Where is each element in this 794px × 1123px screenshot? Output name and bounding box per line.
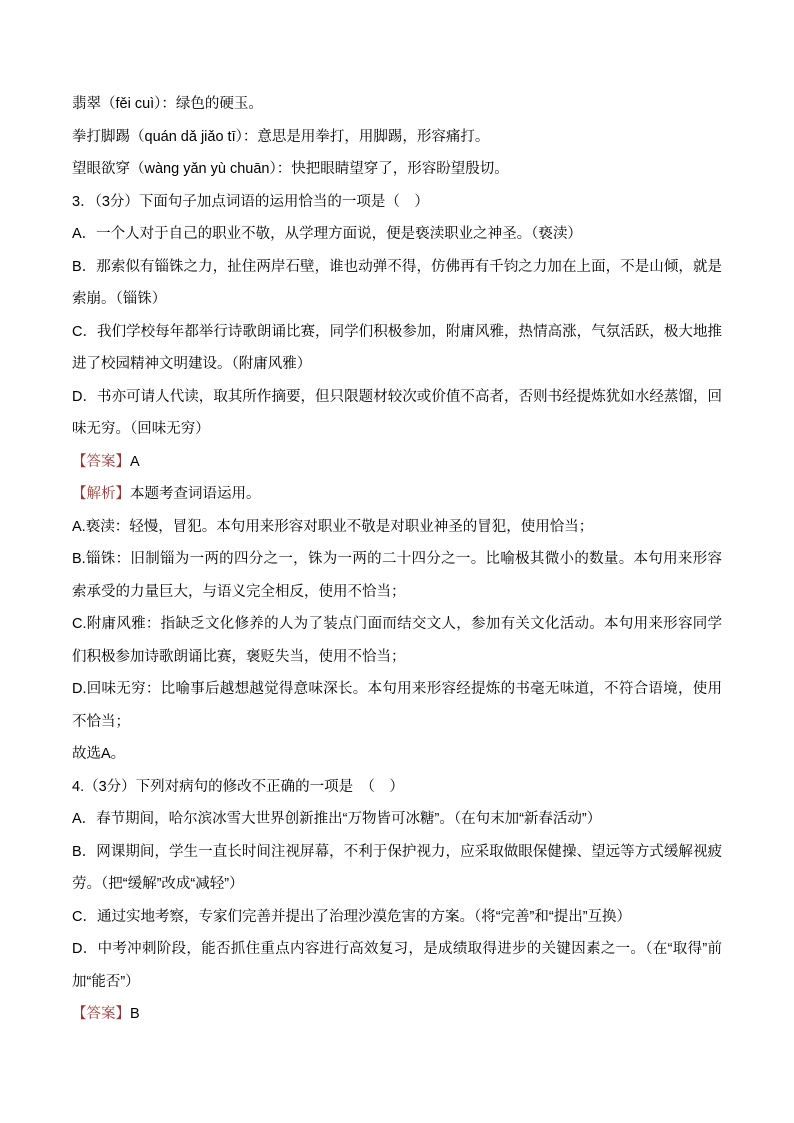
question3-analysis-line <box>72 478 722 511</box>
question3-answer-line <box>72 446 722 479</box>
question3-stem: 3．（3分）下面句子加点词语的运用恰当的一项是（ ） <box>72 193 429 210</box>
question3-analysis-a: A.亵渎：轻慢，冒犯。本句用来形容对职业不敬是对职业神圣的冒犯，使用恰当； <box>72 518 594 535</box>
question3-option-b: B．那索似有锱铢之力，扯住两岸石壁，谁也动弹不得，仿佛再有千钧之力加在上面，不是山倾，就是索崩。（锱铢） <box>72 258 722 307</box>
glossary-entry: 翡翠（fěi cuì）：绿色的硬玉。 <box>72 96 263 112</box>
question3-analysis-d: D.回味无穷：比喻事后越想越觉得意味深长。本句用来形容经提炼的书毫无味道，不符合语境，使用不恰当； <box>72 681 722 730</box>
answer-label: 【答案】 <box>72 1006 130 1022</box>
question3-option-d: D．书亦可请人代读，取其所作摘要，但只限题材较次或价值不高者，否则书经提炼犹如水经蒸馏，回味无穷。（回味无穷） <box>72 388 722 437</box>
analysis-intro: 本题考查词语运用。 <box>130 486 261 502</box>
question3-conclusion: 故选A。 <box>72 746 126 762</box>
answer-label: 【答案】 <box>72 453 130 470</box>
answer-value: A <box>130 453 140 470</box>
question3-option-a: A．一个人对于自己的职业不敬，从学理方面说，便是亵渎职业之神圣。（亵渎） <box>72 226 582 242</box>
question4-stem: 4.（3分）下列对病句的修改不正确的一项是 （ ） <box>72 778 404 795</box>
question4-option-d: D．中考冲刺阶段，能否抓住重点内容进行高效复习，是成绩取得进步的关键因素之一。（在“取得”前加“能否”） <box>72 941 722 990</box>
question4-answer-line <box>72 998 722 1031</box>
question4-option-c: C．通过实地考察，专家们完善并提出了治理沙漠危害的方案。（将“完善”和“提出”互换） <box>72 908 632 925</box>
answer-value: B <box>130 1006 140 1022</box>
question3-option-c: C．我们学校每年都举行诗歌朗诵比赛，同学们积极参加，附庸风雅，热情高涨，气氛活跃，极大地推进了校园精神文明建设。（附庸风雅） <box>72 323 722 372</box>
question4-option-a: A．春节期间，哈尔滨冰雪大世界创新推出“万物皆可冰糖”。（在句末加“新春活动”） <box>72 811 602 827</box>
question3-analysis-b: B.锱铢：旧制锱为一两的四分之一，铢为一两的二十四分之一。比喻极其微小的数量。本句用来形容索承受的力量巨大，与语义完全相反，使用不恰当； <box>72 551 722 600</box>
question4-option-b: B．网课期间，学生一直长时间注视屏幕，不利于保护视力，应采取做眼保健操、望远等方式缓解视疲劳。（把“缓解”改成“减轻”） <box>72 843 722 892</box>
glossary-entry: 望眼欲穿（wàng yǎn yù chuān）：快把眼睛望穿了，形容盼望殷切。 <box>72 161 509 177</box>
question3-analysis-c: C.附庸风雅：指缺乏文化修养的人为了装点门面而结交文人，参加有关文化活动。本句用来形容同学们积极参加诗歌朗诵比赛，褒贬失当，使用不恰当； <box>72 616 722 665</box>
glossary-entry: 拳打脚踢（quán dǎ jiǎo tī）：意思是用拳打，用脚踢，形容痛打。 <box>72 128 490 145</box>
analysis-label: 【解析】 <box>72 486 130 502</box>
